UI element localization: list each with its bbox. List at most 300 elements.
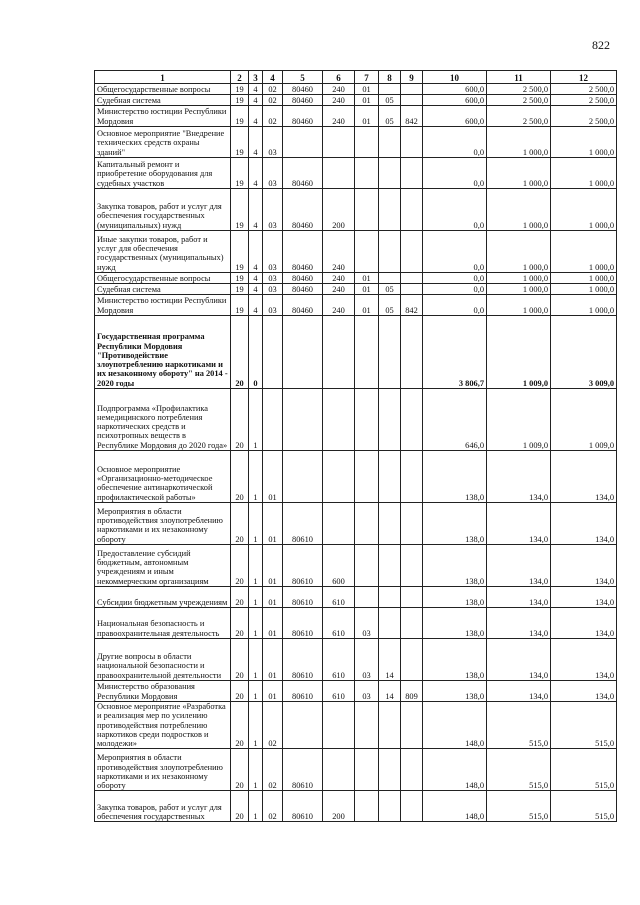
- cell-col-11: 134,0: [487, 587, 551, 608]
- cell-col-10: 148,0: [423, 791, 487, 822]
- row-name-cell: Основное мероприятие «Разработка и реализация мер по усилению противодействия потреблению наркотиков среди подростков и молодежи»: [95, 702, 231, 749]
- cell-col-9: [401, 503, 423, 545]
- cell-col-2: 20: [231, 702, 249, 749]
- cell-col-4: 02: [263, 95, 283, 106]
- cell-col-11: 134,0: [487, 639, 551, 681]
- cell-col-12: 1 009,0: [551, 389, 617, 451]
- cell-col-11: 1 000,0: [487, 273, 551, 284]
- column-header-3: 3: [249, 71, 263, 84]
- cell-col-8: [379, 587, 401, 608]
- cell-col-12: 2 500,0: [551, 95, 617, 106]
- row-name-cell: Другие вопросы в области национальной безопасности и правоохранительной деятельности: [95, 639, 231, 681]
- cell-col-2: 20: [231, 503, 249, 545]
- cell-col-9: 842: [401, 295, 423, 316]
- cell-col-6: 240: [323, 295, 355, 316]
- row-name-cell: Иные закупки товаров, работ и услуг для обеспечения государственных (муниципальных) нужд: [95, 231, 231, 273]
- row-name-cell: Основное мероприятие «Организационно-методическое обеспечение антинаркотической профилактической работы»: [95, 451, 231, 503]
- cell-col-2: 20: [231, 681, 249, 702]
- column-header-11: 11: [487, 71, 551, 84]
- cell-col-3: 4: [249, 273, 263, 284]
- cell-col-4: 03: [263, 295, 283, 316]
- cell-col-4: 03: [263, 231, 283, 273]
- cell-col-10: 138,0: [423, 503, 487, 545]
- cell-col-10: 148,0: [423, 749, 487, 791]
- cell-col-5: 80460: [283, 95, 323, 106]
- cell-col-12: 1 000,0: [551, 127, 617, 158]
- row-name-cell: Министерство юстиции Республики Мордовия: [95, 295, 231, 316]
- cell-col-8: [379, 608, 401, 639]
- row-name-cell: Закупка товаров, работ и услуг для обеспечения государственных (муниципальных) нужд: [95, 189, 231, 231]
- table-row: [95, 702, 617, 749]
- cell-col-9: [401, 451, 423, 503]
- cell-col-6: 600: [323, 545, 355, 587]
- cell-col-5: 80610: [283, 587, 323, 608]
- row-name-cell: Государственная программа Республики Мордовия "Противодействие злоупотреблению наркотиками и их незаконному обороту" на 2014 - 2020 годы: [95, 316, 231, 389]
- cell-col-7: [355, 749, 379, 791]
- cell-col-12: 134,0: [551, 587, 617, 608]
- cell-col-10: 0,0: [423, 158, 487, 189]
- table-row: [95, 451, 617, 503]
- cell-col-4: 01: [263, 639, 283, 681]
- cell-col-10: 138,0: [423, 639, 487, 681]
- cell-col-9: [401, 608, 423, 639]
- cell-col-5: 80610: [283, 639, 323, 681]
- cell-col-9: 809: [401, 681, 423, 702]
- table-row: [95, 106, 617, 127]
- row-name-cell: Национальная безопасность и правоохранительная деятельность: [95, 608, 231, 639]
- cell-col-10: 138,0: [423, 587, 487, 608]
- cell-col-9: [401, 273, 423, 284]
- cell-col-12: 1 000,0: [551, 295, 617, 316]
- cell-col-2: 19: [231, 95, 249, 106]
- row-name-cell: Субсидии бюджетным учреждениям: [95, 587, 231, 608]
- table-row: [95, 749, 617, 791]
- cell-col-11: 2 500,0: [487, 84, 551, 95]
- cell-col-12: 2 500,0: [551, 106, 617, 127]
- row-name-cell: Капитальный ремонт и приобретение оборудования для судебных участков: [95, 158, 231, 189]
- cell-col-6: 610: [323, 608, 355, 639]
- cell-col-9: [401, 389, 423, 451]
- cell-col-4: 01: [263, 608, 283, 639]
- cell-col-9: [401, 127, 423, 158]
- column-header-6: 6: [323, 71, 355, 84]
- cell-col-10: 138,0: [423, 545, 487, 587]
- cell-col-7: [355, 127, 379, 158]
- cell-col-3: 1: [249, 791, 263, 822]
- table-row: [95, 127, 617, 158]
- cell-col-2: 19: [231, 127, 249, 158]
- budget-table: [94, 70, 617, 822]
- cell-col-12: 515,0: [551, 702, 617, 749]
- cell-col-3: 1: [249, 503, 263, 545]
- column-header-9: 9: [401, 71, 423, 84]
- cell-col-6: 610: [323, 681, 355, 702]
- table-row: [95, 189, 617, 231]
- cell-col-6: 240: [323, 95, 355, 106]
- cell-col-5: [283, 451, 323, 503]
- cell-col-7: [355, 231, 379, 273]
- cell-col-8: 14: [379, 681, 401, 702]
- cell-col-5: 80460: [283, 158, 323, 189]
- cell-col-6: [323, 702, 355, 749]
- cell-col-7: 01: [355, 295, 379, 316]
- column-header-12: 12: [551, 71, 617, 84]
- table-row: [95, 681, 617, 702]
- cell-col-2: 20: [231, 749, 249, 791]
- cell-col-3: 4: [249, 95, 263, 106]
- table-row: [95, 316, 617, 389]
- cell-col-11: 1 009,0: [487, 389, 551, 451]
- cell-col-5: 80610: [283, 681, 323, 702]
- table-row: [95, 389, 617, 451]
- cell-col-7: 01: [355, 273, 379, 284]
- cell-col-8: 14: [379, 639, 401, 681]
- cell-col-11: 1 000,0: [487, 284, 551, 295]
- cell-col-2: 19: [231, 106, 249, 127]
- cell-col-8: [379, 545, 401, 587]
- cell-col-5: 80610: [283, 749, 323, 791]
- cell-col-3: 4: [249, 106, 263, 127]
- cell-col-10: 0,0: [423, 127, 487, 158]
- cell-col-6: [323, 127, 355, 158]
- row-name-cell: Судебная система: [95, 95, 231, 106]
- cell-col-5: [283, 127, 323, 158]
- cell-col-4: 03: [263, 284, 283, 295]
- cell-col-6: 240: [323, 273, 355, 284]
- cell-col-9: [401, 587, 423, 608]
- cell-col-5: 80610: [283, 791, 323, 822]
- cell-col-6: [323, 389, 355, 451]
- cell-col-4: 01: [263, 451, 283, 503]
- cell-col-8: [379, 702, 401, 749]
- cell-col-2: 19: [231, 84, 249, 95]
- cell-col-10: 600,0: [423, 84, 487, 95]
- cell-col-2: 20: [231, 639, 249, 681]
- cell-col-8: [379, 158, 401, 189]
- cell-col-10: 0,0: [423, 189, 487, 231]
- cell-col-6: 200: [323, 791, 355, 822]
- cell-col-3: 4: [249, 189, 263, 231]
- cell-col-11: 1 000,0: [487, 189, 551, 231]
- table-row: [95, 158, 617, 189]
- cell-col-5: [283, 389, 323, 451]
- cell-col-8: [379, 791, 401, 822]
- cell-col-9: [401, 545, 423, 587]
- cell-col-6: 610: [323, 639, 355, 681]
- cell-col-3: 1: [249, 545, 263, 587]
- cell-col-7: 03: [355, 639, 379, 681]
- cell-col-6: [323, 503, 355, 545]
- cell-col-2: 19: [231, 284, 249, 295]
- cell-col-9: [401, 231, 423, 273]
- cell-col-3: 0: [249, 316, 263, 389]
- row-name-cell: Общегосударственные вопросы: [95, 273, 231, 284]
- cell-col-12: 134,0: [551, 639, 617, 681]
- cell-col-2: 19: [231, 189, 249, 231]
- row-name-cell: Судебная система: [95, 284, 231, 295]
- cell-col-4: 02: [263, 84, 283, 95]
- column-header-10: 10: [423, 71, 487, 84]
- cell-col-7: [355, 189, 379, 231]
- cell-col-12: 3 009,0: [551, 316, 617, 389]
- cell-col-6: [323, 451, 355, 503]
- cell-col-8: [379, 84, 401, 95]
- cell-col-6: 200: [323, 189, 355, 231]
- cell-col-8: [379, 503, 401, 545]
- cell-col-11: 1 000,0: [487, 295, 551, 316]
- cell-col-11: 134,0: [487, 451, 551, 503]
- cell-col-12: 1 000,0: [551, 284, 617, 295]
- cell-col-7: [355, 587, 379, 608]
- cell-col-6: 240: [323, 284, 355, 295]
- cell-col-12: 134,0: [551, 681, 617, 702]
- cell-col-4: 03: [263, 189, 283, 231]
- cell-col-5: 80460: [283, 189, 323, 231]
- cell-col-4: [263, 316, 283, 389]
- cell-col-11: 515,0: [487, 791, 551, 822]
- cell-col-9: [401, 749, 423, 791]
- column-header-8: 8: [379, 71, 401, 84]
- cell-col-6: 240: [323, 231, 355, 273]
- row-name-cell: Предоставление субсидий бюджетным, автономным учреждениям и иным некоммерческим организациям: [95, 545, 231, 587]
- cell-col-3: 1: [249, 389, 263, 451]
- column-header-5: 5: [283, 71, 323, 84]
- cell-col-10: 138,0: [423, 681, 487, 702]
- cell-col-10: 138,0: [423, 608, 487, 639]
- cell-col-10: 0,0: [423, 231, 487, 273]
- table-row: [95, 84, 617, 95]
- cell-col-6: 240: [323, 84, 355, 95]
- cell-col-11: 1 000,0: [487, 231, 551, 273]
- cell-col-4: 03: [263, 127, 283, 158]
- cell-col-10: 646,0: [423, 389, 487, 451]
- cell-col-10: 600,0: [423, 106, 487, 127]
- cell-col-12: 134,0: [551, 503, 617, 545]
- cell-col-8: 05: [379, 295, 401, 316]
- cell-col-7: [355, 389, 379, 451]
- cell-col-4: 02: [263, 749, 283, 791]
- cell-col-4: 01: [263, 587, 283, 608]
- cell-col-2: 20: [231, 791, 249, 822]
- cell-col-8: 05: [379, 284, 401, 295]
- cell-col-11: 1 009,0: [487, 316, 551, 389]
- cell-col-7: 01: [355, 95, 379, 106]
- cell-col-4: 03: [263, 273, 283, 284]
- cell-col-8: [379, 451, 401, 503]
- cell-col-9: [401, 702, 423, 749]
- cell-col-8: [379, 273, 401, 284]
- cell-col-2: 20: [231, 389, 249, 451]
- cell-col-4: 03: [263, 158, 283, 189]
- cell-col-9: [401, 316, 423, 389]
- cell-col-12: 515,0: [551, 791, 617, 822]
- cell-col-11: 515,0: [487, 749, 551, 791]
- cell-col-2: 19: [231, 295, 249, 316]
- cell-col-7: [355, 545, 379, 587]
- cell-col-3: 4: [249, 284, 263, 295]
- cell-col-3: 1: [249, 451, 263, 503]
- row-name-cell: Министерство юстиции Республики Мордовия: [95, 106, 231, 127]
- cell-col-9: [401, 158, 423, 189]
- cell-col-2: 20: [231, 316, 249, 389]
- cell-col-11: 2 500,0: [487, 106, 551, 127]
- cell-col-8: [379, 127, 401, 158]
- cell-col-5: 80610: [283, 608, 323, 639]
- row-name-cell: Министерство образования Республики Мордовия: [95, 681, 231, 702]
- row-name-cell: Общегосударственные вопросы: [95, 84, 231, 95]
- cell-col-5: [283, 316, 323, 389]
- row-name-cell: Мероприятия в области противодействия злоупотреблению наркотиками и их незаконному обороту: [95, 749, 231, 791]
- table-row: [95, 284, 617, 295]
- cell-col-12: 515,0: [551, 749, 617, 791]
- cell-col-4: 02: [263, 791, 283, 822]
- cell-col-12: 134,0: [551, 608, 617, 639]
- cell-col-5: 80460: [283, 295, 323, 316]
- cell-col-2: 19: [231, 231, 249, 273]
- cell-col-4: 02: [263, 106, 283, 127]
- table-header-row: [95, 71, 617, 84]
- cell-col-10: 138,0: [423, 451, 487, 503]
- cell-col-6: [323, 749, 355, 791]
- cell-col-10: 0,0: [423, 284, 487, 295]
- cell-col-4: 01: [263, 503, 283, 545]
- cell-col-7: [355, 791, 379, 822]
- cell-col-2: 20: [231, 545, 249, 587]
- cell-col-11: 1 000,0: [487, 127, 551, 158]
- cell-col-5: 80610: [283, 503, 323, 545]
- cell-col-11: 134,0: [487, 545, 551, 587]
- cell-col-7: [355, 702, 379, 749]
- cell-col-12: 1 000,0: [551, 189, 617, 231]
- cell-col-7: [355, 158, 379, 189]
- cell-col-2: 20: [231, 451, 249, 503]
- row-name-cell: Закупка товаров, работ и услуг для обеспечения государственных: [95, 791, 231, 822]
- table-row: [95, 295, 617, 316]
- cell-col-11: 134,0: [487, 681, 551, 702]
- table-row: [95, 639, 617, 681]
- cell-col-7: [355, 451, 379, 503]
- cell-col-6: 610: [323, 587, 355, 608]
- cell-col-12: 134,0: [551, 545, 617, 587]
- cell-col-6: [323, 316, 355, 389]
- cell-col-3: 4: [249, 84, 263, 95]
- cell-col-9: [401, 791, 423, 822]
- cell-col-5: [283, 702, 323, 749]
- cell-col-3: 4: [249, 231, 263, 273]
- cell-col-9: [401, 95, 423, 106]
- table-row: [95, 545, 617, 587]
- cell-col-5: 80460: [283, 84, 323, 95]
- cell-col-10: 600,0: [423, 95, 487, 106]
- cell-col-8: [379, 316, 401, 389]
- cell-col-6: [323, 158, 355, 189]
- cell-col-9: [401, 639, 423, 681]
- cell-col-8: [379, 189, 401, 231]
- cell-col-4: [263, 389, 283, 451]
- cell-col-3: 1: [249, 749, 263, 791]
- cell-col-11: 134,0: [487, 503, 551, 545]
- cell-col-7: 01: [355, 284, 379, 295]
- cell-col-5: 80460: [283, 273, 323, 284]
- column-header-1: 1: [95, 71, 231, 84]
- cell-col-8: [379, 749, 401, 791]
- cell-col-3: 4: [249, 158, 263, 189]
- cell-col-7: 03: [355, 608, 379, 639]
- row-name-cell: Мероприятия в области противодействия злоупотреблению наркотиками и их незаконному обороту: [95, 503, 231, 545]
- cell-col-3: 1: [249, 702, 263, 749]
- cell-col-3: 4: [249, 127, 263, 158]
- cell-col-4: 01: [263, 545, 283, 587]
- row-name-cell: Подпрограмма «Профилактика немедицинского потребления наркотических средств и психотропных веществ в Республике Мордовия до 2020 года»: [95, 389, 231, 451]
- cell-col-7: 01: [355, 106, 379, 127]
- cell-col-12: 1 000,0: [551, 158, 617, 189]
- cell-col-6: 240: [323, 106, 355, 127]
- table-row: [95, 587, 617, 608]
- cell-col-7: [355, 503, 379, 545]
- cell-col-3: 1: [249, 587, 263, 608]
- table-row: [95, 95, 617, 106]
- cell-col-2: 19: [231, 273, 249, 284]
- cell-col-7: [355, 316, 379, 389]
- table-row: [95, 791, 617, 822]
- cell-col-10: 0,0: [423, 295, 487, 316]
- table-row: [95, 231, 617, 273]
- cell-col-2: 20: [231, 587, 249, 608]
- cell-col-12: 1 000,0: [551, 231, 617, 273]
- cell-col-12: 134,0: [551, 451, 617, 503]
- column-header-2: 2: [231, 71, 249, 84]
- table-row: [95, 608, 617, 639]
- cell-col-5: 80610: [283, 545, 323, 587]
- cell-col-4: 02: [263, 702, 283, 749]
- cell-col-10: 3 806,7: [423, 316, 487, 389]
- cell-col-2: 19: [231, 158, 249, 189]
- cell-col-12: 2 500,0: [551, 84, 617, 95]
- cell-col-3: 4: [249, 295, 263, 316]
- cell-col-5: 80460: [283, 284, 323, 295]
- page-number: 822: [592, 38, 610, 52]
- cell-col-10: 148,0: [423, 702, 487, 749]
- cell-col-7: 01: [355, 84, 379, 95]
- cell-col-9: [401, 284, 423, 295]
- cell-col-9: [401, 84, 423, 95]
- cell-col-11: 1 000,0: [487, 158, 551, 189]
- cell-col-7: 03: [355, 681, 379, 702]
- cell-col-11: 134,0: [487, 608, 551, 639]
- cell-col-3: 1: [249, 681, 263, 702]
- cell-col-8: 05: [379, 95, 401, 106]
- table-row: [95, 503, 617, 545]
- cell-col-9: 842: [401, 106, 423, 127]
- column-header-7: 7: [355, 71, 379, 84]
- cell-col-8: 05: [379, 106, 401, 127]
- cell-col-12: 1 000,0: [551, 273, 617, 284]
- row-name-cell: Основное мероприятие "Внедрение технических средств охраны зданий": [95, 127, 231, 158]
- cell-col-11: 515,0: [487, 702, 551, 749]
- cell-col-4: 01: [263, 681, 283, 702]
- cell-col-3: 1: [249, 608, 263, 639]
- table-row: [95, 273, 617, 284]
- cell-col-10: 0,0: [423, 273, 487, 284]
- cell-col-9: [401, 189, 423, 231]
- cell-col-8: [379, 389, 401, 451]
- cell-col-5: 80460: [283, 106, 323, 127]
- cell-col-5: 80460: [283, 231, 323, 273]
- cell-col-3: 1: [249, 639, 263, 681]
- cell-col-11: 2 500,0: [487, 95, 551, 106]
- table-body: [95, 84, 617, 822]
- column-header-4: 4: [263, 71, 283, 84]
